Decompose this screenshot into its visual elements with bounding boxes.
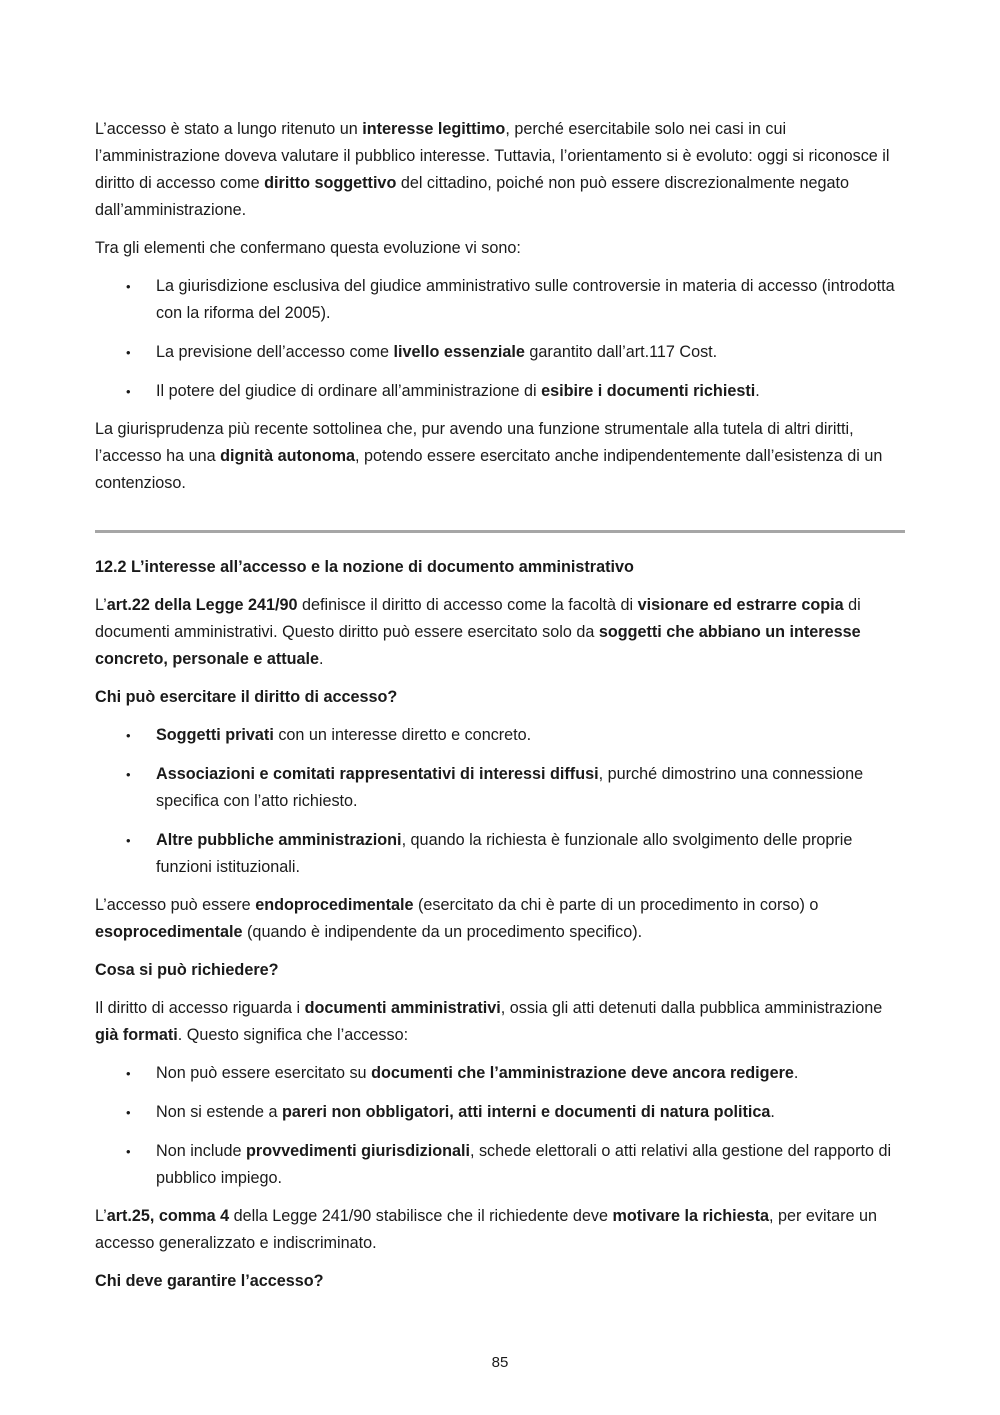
text-run: (quando è indipendente da un procedimento specifico). [242, 923, 643, 941]
list-item [95, 1060, 907, 1087]
bold-text: Associazioni e comitati rappresentativi di interessi diffusi [156, 765, 599, 783]
jurisprudence-paragraph [95, 416, 907, 497]
text-run: di documenti amministrativi. Questo diritto può essere esercitato solo da [95, 596, 861, 641]
list-item [95, 273, 907, 327]
text-run: L’ [95, 1207, 107, 1225]
section-title: 12.2 L’interesse all’accesso e la nozione di documento amministrativo [95, 558, 634, 576]
text-run: della Legge 241/90 stabilisce che il richiedente deve [229, 1207, 613, 1225]
page-content [95, 116, 907, 1306]
text-run: Tra gli elementi che confermano questa evoluzione vi sono: [95, 239, 521, 257]
text-run: Non può essere esercitato su [156, 1064, 372, 1082]
bold-text: documenti amministrativi [304, 999, 501, 1017]
bold-text: interesse legittimo [362, 120, 506, 138]
section-divider [95, 530, 905, 533]
bold-text: soggetti che abbiano un interesse concreto, personale e attuale [95, 623, 861, 668]
text-run: Il potere del giudice di ordinare all’amministrazione di [156, 382, 542, 400]
text-run: La giurisprudenza più recente sottolinea che, pur avendo una funzione strumentale alla tutela di altri diritti, l’accesso ha una [95, 420, 854, 465]
text-run: con un interesse diretto e concreto. [273, 726, 532, 744]
question-heading-guarantee: Chi deve garantire l’accesso? [95, 1272, 324, 1290]
intro-paragraph [95, 116, 907, 224]
text-run: La previsione dell’accesso come [156, 343, 394, 361]
text-run: , perché esercitabile solo nei casi in cui l’amministrazione doveva valutare il pubblico interesse. Tuttavia, l’orientamento si è evoluto: oggi si riconosce il diritto di accesso come [95, 120, 890, 192]
text-run: L’accesso può essere [95, 896, 256, 914]
limits-list [95, 1060, 907, 1192]
list-item [95, 827, 907, 881]
text-run: L’ [95, 596, 107, 614]
question-heading-what: Cosa si può richiedere? [95, 961, 279, 979]
text-run: , schede elettorali o atti relativi alla gestione del rapporto di pubblico impiego. [156, 1142, 892, 1187]
text-run: . Questo significa che l’accesso: [177, 1026, 409, 1044]
bold-text: provvedimenti giurisdizionali [246, 1142, 470, 1160]
text-run: del cittadino, poiché non può essere discrezionalmente negato dall’amministrazione. [95, 174, 849, 219]
bold-text: motivare la richiesta [612, 1207, 770, 1225]
bold-text: endoprocedimentale [255, 896, 414, 914]
list-item [95, 1099, 907, 1126]
text-run: (esercitato da chi è parte di un procedimento in corso) o [413, 896, 819, 914]
question-heading-who: Chi può esercitare il diritto di accesso? [95, 688, 398, 706]
access-type-paragraph [95, 892, 907, 946]
text-run: Non include [156, 1142, 246, 1160]
bold-text: livello essenziale [393, 343, 525, 361]
text-run: . [319, 650, 324, 668]
bold-text: esoprocedimentale [95, 923, 243, 941]
list-item [95, 761, 907, 815]
bold-text: già formati [95, 1026, 178, 1044]
bold-text: art.22 della Legge 241/90 [106, 596, 298, 614]
text-run: , per evitare un accesso generalizzato e indiscriminato. [95, 1207, 878, 1252]
list-item [95, 378, 907, 405]
bold-text: visionare ed estrarre copia [637, 596, 844, 614]
bold-text: art.25, comma 4 [106, 1207, 230, 1225]
list-item [95, 339, 907, 366]
documents-paragraph [95, 995, 907, 1049]
text-run: , purché dimostrino una connessione specifica con l’atto richiesto. [156, 765, 864, 810]
list-item [95, 722, 907, 749]
bold-text: Soggetti privati [156, 726, 274, 744]
text-run: Il diritto di accesso riguarda i [95, 999, 305, 1017]
bold-text: esibire i documenti richiesti [541, 382, 756, 400]
text-run: . [770, 1103, 775, 1121]
list-item [95, 1138, 907, 1192]
text-run: , potendo essere esercitato anche indipendentemente dall’esistenza di un contenzioso. [95, 447, 883, 492]
bold-text: Altre pubbliche amministrazioni [156, 831, 402, 849]
text-run: . [755, 382, 760, 400]
bold-text: dignità autonoma [220, 447, 355, 465]
text-run: Non si estende a [156, 1103, 282, 1121]
bold-text: documenti che l’amministrazione deve ancora redigere [371, 1064, 794, 1082]
text-run: definisce il diritto di accesso come la facoltà di [297, 596, 638, 614]
text-run: L’accesso è stato a lungo ritenuto un [95, 120, 363, 138]
bold-text: diritto soggettivo [264, 174, 397, 192]
text-run: La giurisdizione esclusiva del giudice amministrativo sulle controversie in materia di accesso (introdotta con la riforma del 2005). [156, 277, 895, 322]
subjects-list [95, 722, 907, 881]
bold-text: pareri non obbligatori, atti interni e documenti di natura politica [281, 1103, 771, 1121]
intro-list-lead [95, 235, 907, 262]
art22-paragraph [95, 592, 907, 673]
page-number: 85 [491, 1354, 509, 1371]
text-run: , quando la richiesta è funzionale allo svolgimento delle proprie funzioni istituzionali. [156, 831, 853, 876]
text-run: garantito dall’art.117 Cost. [524, 343, 718, 361]
text-run: . [793, 1064, 799, 1082]
art25-paragraph [95, 1203, 907, 1257]
text-run: , ossia gli atti detenuti dalla pubblica amministrazione [500, 999, 883, 1017]
evolution-list [95, 273, 907, 405]
